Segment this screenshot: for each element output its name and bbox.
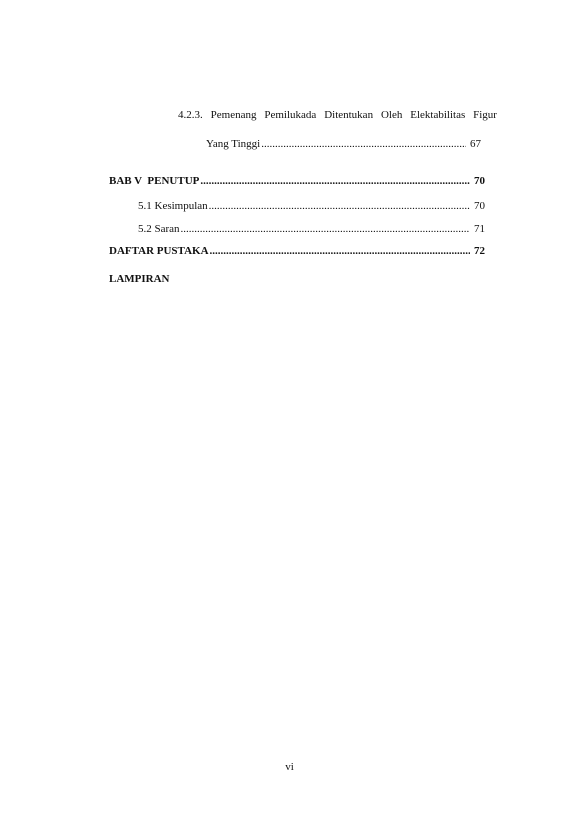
toc-page-number: 70 [474,175,485,187]
toc-entry-label: DAFTAR PUSTAKA [109,245,209,257]
toc-entry-word: Figur [473,109,497,121]
toc-entry-lampiran[interactable]: LAMPIRAN [109,273,170,285]
toc-entry-number: 4.2.3. [178,109,203,121]
toc-entry-5-2[interactable] [138,222,485,236]
toc-entry-bab-5[interactable] [109,174,485,188]
toc-entry-label: Yang Tinggi [206,138,261,150]
toc-leader-dots [200,174,470,188]
toc-page-number: 71 [474,223,485,235]
toc-leader-dots [209,199,470,213]
toc-entry-daftar-pustaka[interactable] [109,244,485,258]
toc-entry-label: 5.1 Kesimpulan [138,200,208,212]
toc-entry-label: BAB V PENUTUP [109,175,200,187]
toc-entry-word: Ditentukan [324,109,374,121]
toc-page-number: 70 [474,200,485,212]
toc-leader-dots [261,137,466,151]
toc-entry-5-1[interactable] [138,199,485,213]
toc-entry-word: Elektabilitas [410,109,466,121]
toc-entry-4-2-3[interactable] [178,108,497,122]
toc-page-number: 72 [474,245,485,257]
toc-leader-dots [210,244,470,258]
toc-entry-label: 5.2 Saran [138,223,180,235]
toc-entry-word: Pemilukada [264,109,317,121]
toc-page-number: 67 [470,138,481,150]
toc-entry-4-2-3-continuation[interactable] [206,137,481,151]
page-number-footer: vi [285,761,294,773]
toc-leader-dots [181,222,470,236]
toc-entry-word: Oleh [380,109,403,121]
toc-entry-word: Pemenang [210,109,257,121]
